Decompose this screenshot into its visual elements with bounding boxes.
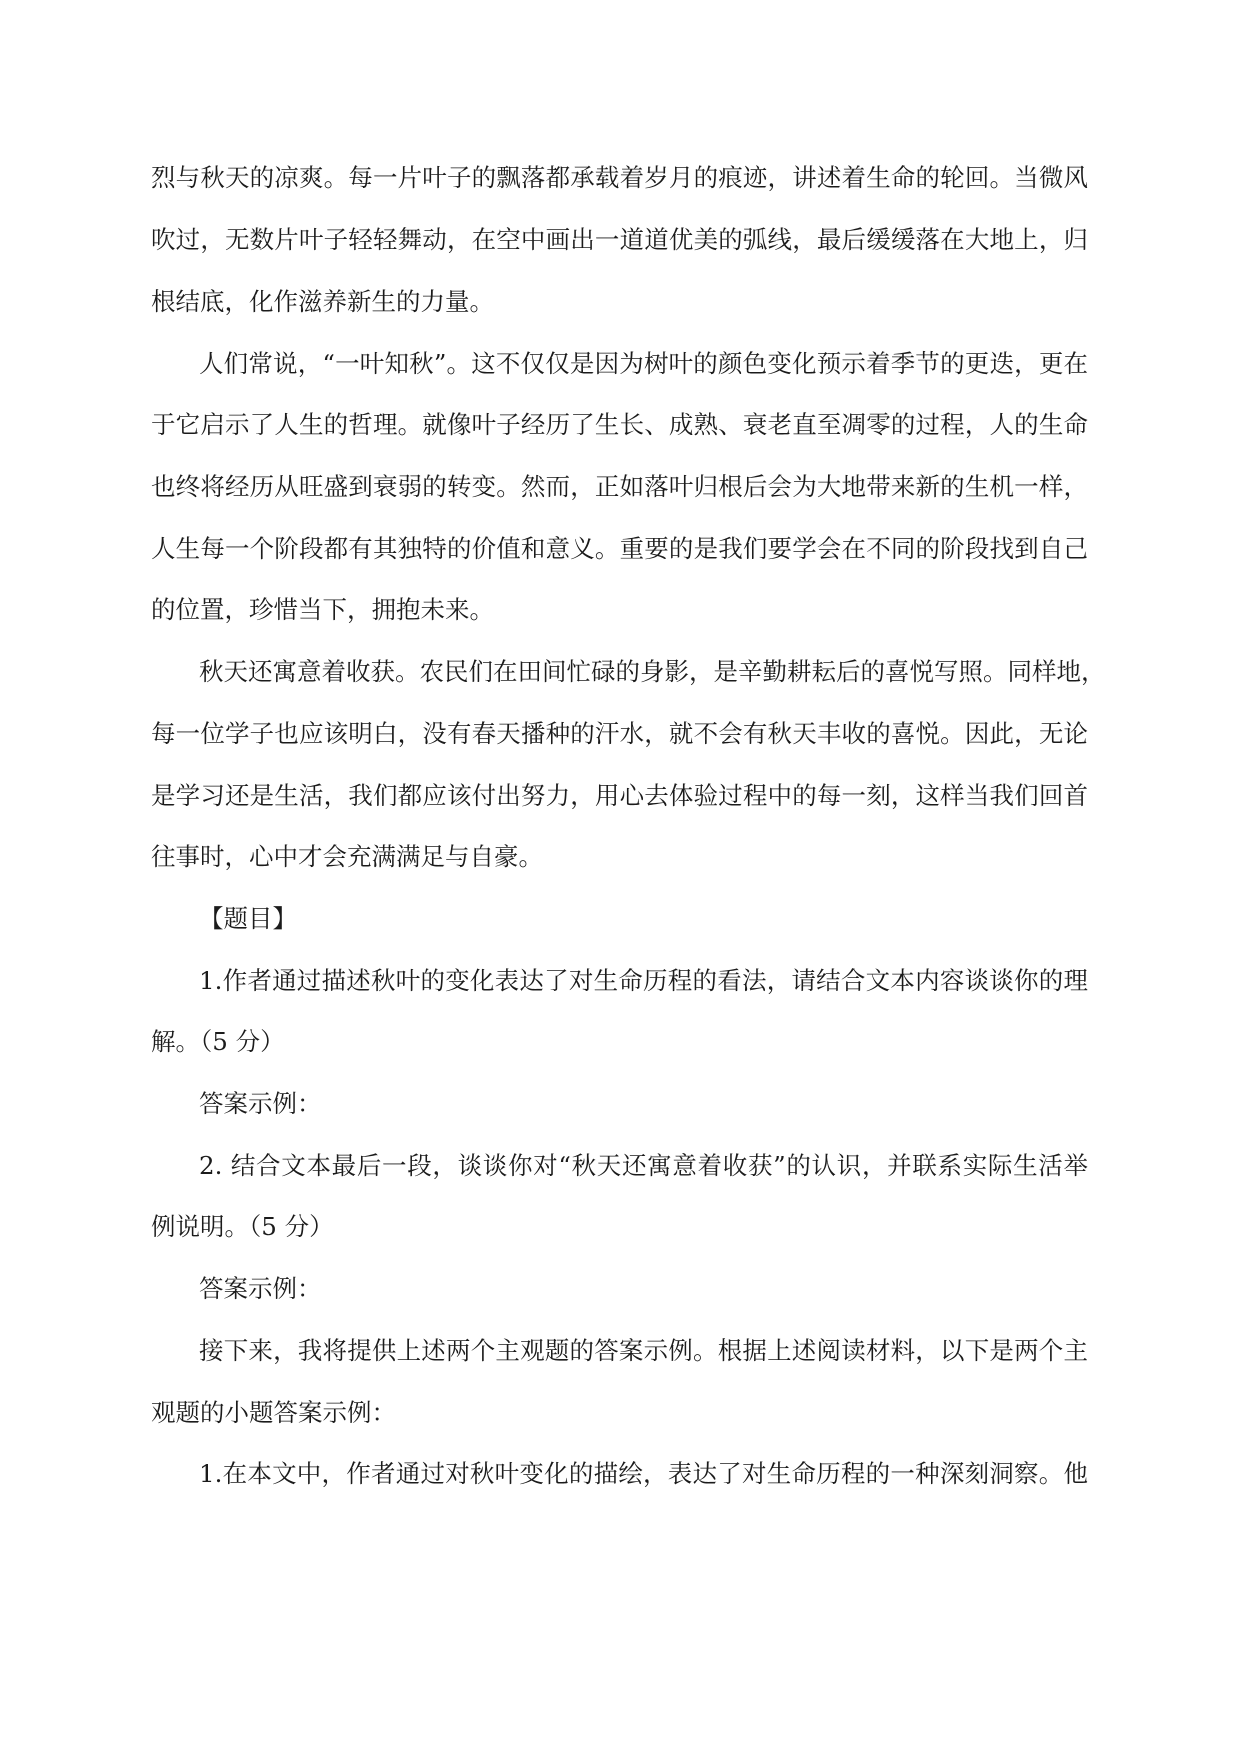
- paragraph-2-line-4: 人生每一个阶段都有其独特的价值和意义。重要的是我们要学会在不同的阶段找到自己: [151, 534, 1088, 563]
- paragraph-1-line-3: 根结底，化作滋养新生的力量。: [151, 287, 494, 316]
- question-2-answer-label: 答案示例：: [199, 1274, 322, 1303]
- question-1-answer-label: 答案示例：: [199, 1089, 322, 1118]
- paragraph-2-line-2: 于它启示了人生的哲理。就像叶子经历了生长、成熟、衰老直至凋零的过程，人的生命: [151, 410, 1088, 439]
- paragraph-2-line-1: 人们常说，“一叶知秋”。这不仅仅是因为树叶的颜色变化预示着季节的更迭，更在: [199, 349, 1088, 378]
- paragraph-1-line-1: 烈与秋天的凉爽。每一片叶子的飘落都承载着岁月的痕迹，讲述着生命的轮回。当微风: [151, 163, 1088, 192]
- intro-line-2: 观题的小题答案示例：: [151, 1398, 396, 1427]
- question-2-line-1: 2. 结合文本最后一段，谈谈你对“秋天还寓意着收获”的认识，并联系实际生活举: [199, 1151, 1088, 1180]
- paragraph-3-line-3: 是学习还是生活，我们都应该付出努力，用心去体验过程中的每一刻，这样当我们回首: [151, 781, 1088, 810]
- question-1-line-2: 解。（5 分）: [151, 1027, 285, 1056]
- paragraph-2-line-3: 也终将经历从旺盛到衰弱的转变。然而，正如落叶归根后会为大地带来新的生机一样，: [151, 472, 1088, 501]
- section-heading: 【题目】: [199, 904, 297, 933]
- paragraph-3-line-2: 每一位学子也应该明白，没有春天播种的汗水，就不会有秋天丰收的喜悦。因此，无论: [151, 719, 1088, 748]
- question-1-line-1: 1.作者通过描述秋叶的变化表达了对生命历程的看法，请结合文本内容谈谈你的理: [199, 966, 1088, 995]
- question-2-line-2: 例说明。（5 分）: [151, 1212, 334, 1241]
- paragraph-3-line-4: 往事时，心中才会充满满足与自豪。: [151, 842, 543, 871]
- intro-line-1: 接下来，我将提供上述两个主观题的答案示例。根据上述阅读材料，以下是两个主: [199, 1336, 1088, 1365]
- answer-1-line-1: 1.在本文中，作者通过对秋叶变化的描绘，表达了对生命历程的一种深刻洞察。他: [199, 1459, 1088, 1488]
- paragraph-3-line-1: 秋天还寓意着收获。农民们在田间忙碌的身影，是辛勤耕耘后的喜悦写照。同样地，: [199, 657, 1106, 686]
- paragraph-1-line-2: 吹过，无数片叶子轻轻舞动，在空中画出一道道优美的弧线，最后缓缓落在大地上，归: [151, 225, 1088, 254]
- paragraph-2-line-5: 的位置，珍惜当下，拥抱未来。: [151, 595, 494, 624]
